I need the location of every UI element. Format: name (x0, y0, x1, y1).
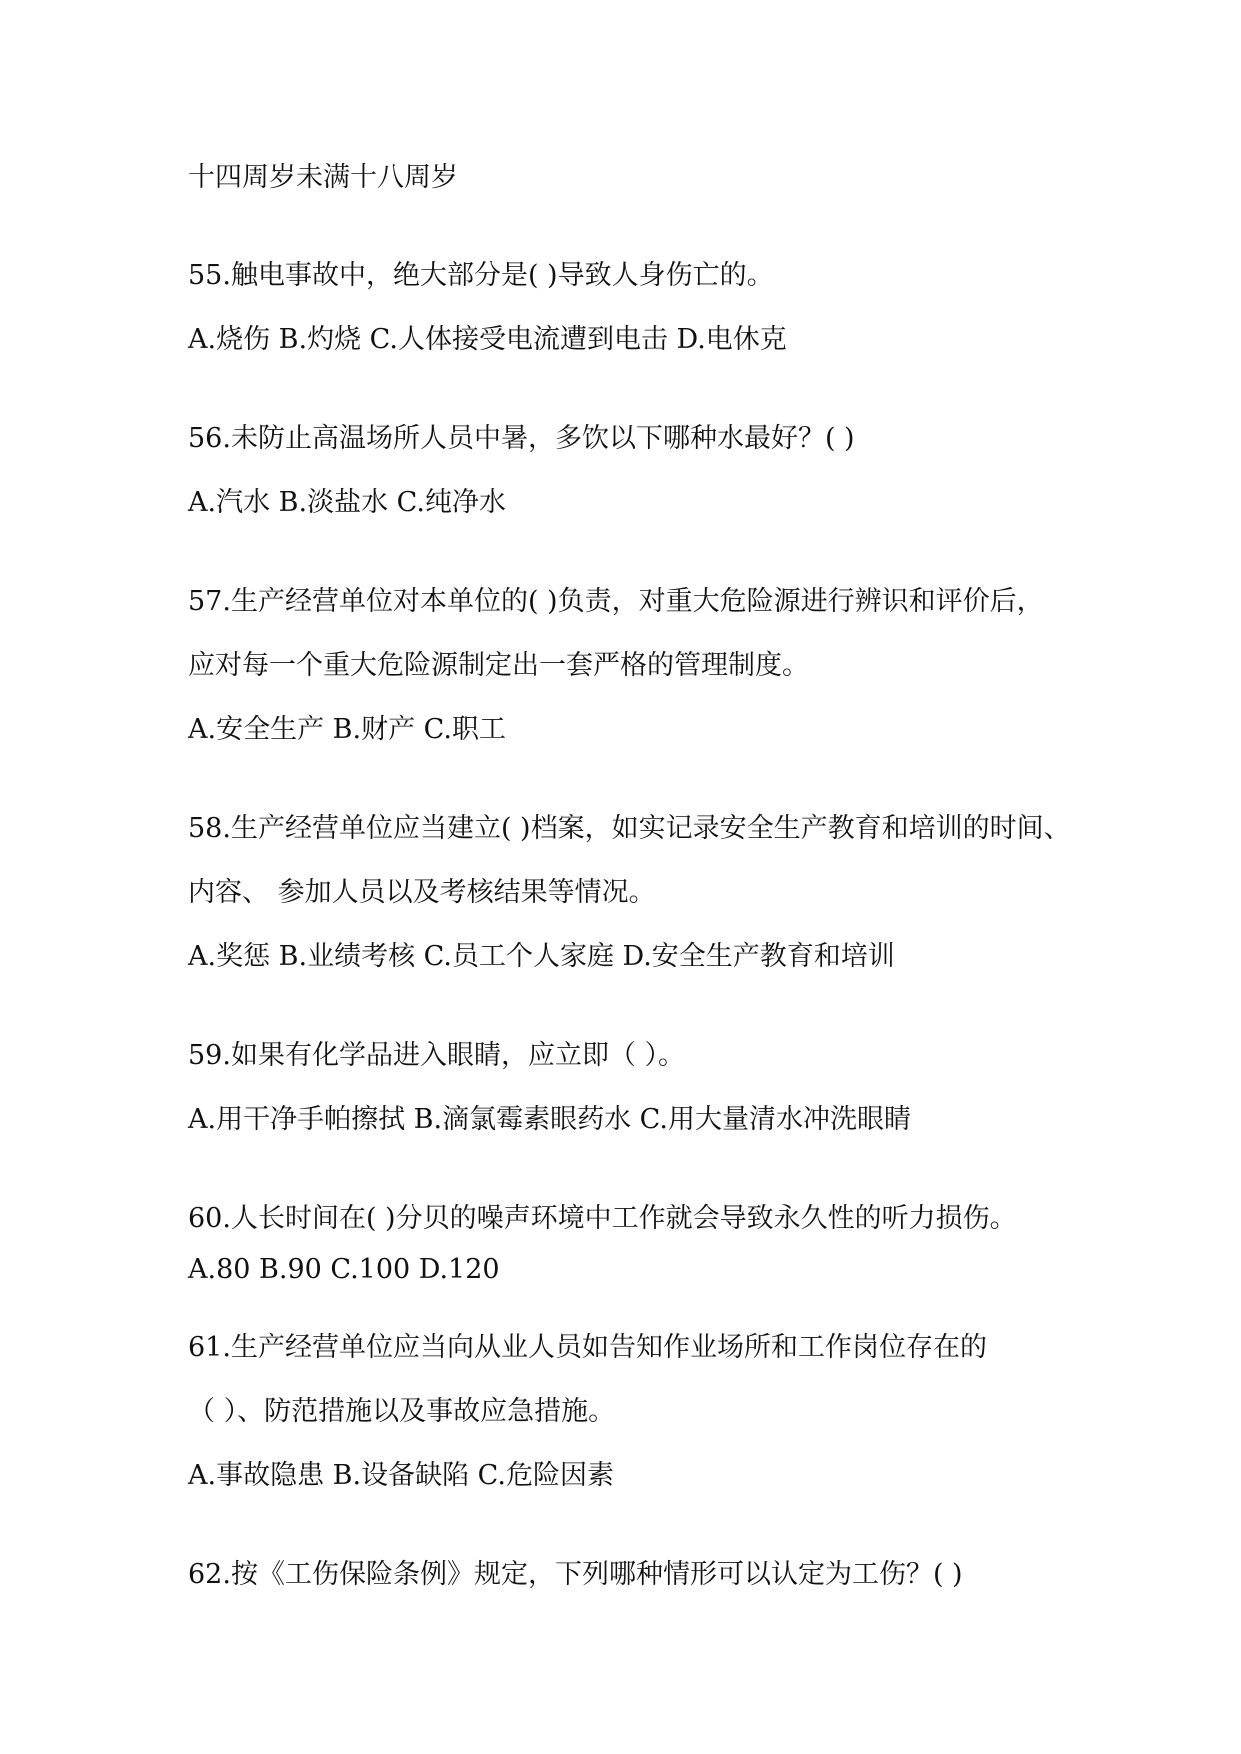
question-62: 62.按《工伤保险条例》规定，下列哪种情形可以认定为工伤？( ) (188, 1559, 963, 1590)
options-57: A.安全生产 B.财产 C.职工 (188, 714, 506, 745)
options-59: A.用干净手帕擦拭 B.滴氯霉素眼药水 C.用大量清水冲洗眼睛 (188, 1104, 911, 1135)
options-61: A.事故隐患 B.设备缺陷 C.危险因素 (188, 1460, 614, 1491)
question-56: 56.未防止高温场所人员中暑，多饮以下哪种水最好？( ) (188, 423, 855, 454)
options-58: A.奖惩 B.业绩考核 C.员工个人家庭 D.安全生产教育和培训 (188, 941, 895, 972)
options-60: A.80 B.90 C.100 D.120 (188, 1254, 500, 1285)
question-61: 61.生产经营单位应当向从业人员如告知作业场所和工作岗位存在的 (188, 1332, 987, 1363)
question-61-continued: （ ）、防范措施以及事故应急措施。 (188, 1396, 616, 1427)
question-55: 55.触电事故中，绝大部分是( )导致人身伤亡的。 (188, 260, 774, 291)
question-59: 59.如果有化学品进入眼睛，应立即（ ）。 (188, 1040, 686, 1071)
question-57-continued: 应对每一个重大危险源制定出一套严格的管理制度。 (188, 650, 809, 681)
question-58: 58.生产经营单位应当建立( )档案，如实记录安全生产教育和培训的时间、 (188, 813, 1071, 844)
options-56: A.汽水 B.淡盐水 C.纯净水 (188, 487, 506, 518)
options-55: A.烧伤 B.灼烧 C.人体接受电流遭到电击 D.电休克 (188, 324, 787, 355)
question-57: 57.生产经营单位对本单位的( )负责，对重大危险源进行辨识和评价后， (188, 586, 1044, 617)
answer-line: 十四周岁未满十八周岁 (188, 162, 458, 193)
question-60: 60.人长时间在( )分贝的噪声环境中工作就会导致永久性的听力损伤。 (188, 1203, 1017, 1234)
question-58-continued: 内容、 参加人员以及考核结果等情况。 (188, 877, 656, 908)
